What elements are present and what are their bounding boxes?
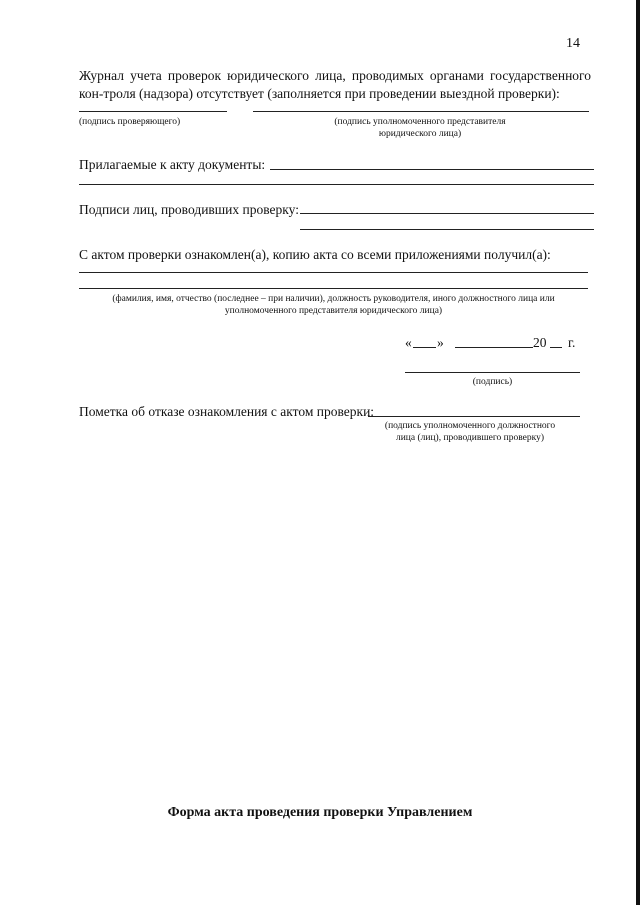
signatures-line-2[interactable] [300,229,594,230]
journal-text: Журнал учета проверок юридического лица, проводимых органами государственного кон-троля (надзора) отсутствует (заполняется при проведении выездной проверки): [79,68,591,101]
refusal-label: Пометка об отказе ознакомления с актом проверки: [79,404,375,419]
acquainted-text: С актом проверки ознакомлен(а), копию акта со всеми приложениями получил(а): [79,247,551,262]
date-year-suffix: г. [568,335,576,350]
date-year-line[interactable] [550,347,562,348]
attached-docs-line-1[interactable] [270,169,594,170]
refusal-caption-line-2: лица (лиц), проводившего проверку) [395,433,545,443]
page-number: 14 [566,36,580,51]
refusal-signature-line[interactable] [368,416,580,417]
page-edge-border [636,0,640,905]
date-close-quote: » [437,335,444,350]
refusal-caption [360,420,580,444]
date-open-quote: « [405,335,412,350]
attached-docs-label: Прилагаемые к акту документы: [79,157,266,172]
acquainted-caption [79,293,588,317]
representative-signature-line[interactable] [253,111,589,112]
date-signature-line[interactable] [405,372,580,373]
acquainted-line-2[interactable] [79,288,588,289]
signatures-label: Подписи лиц, проводивших проверку: [79,202,299,217]
date-signature-caption: (подпись) [472,377,513,387]
date-day-line[interactable] [413,347,436,348]
signatures-line-1[interactable] [300,213,594,214]
representative-caption-line-2: юридического лица) [378,129,462,139]
representative-caption-line-1: (подпись уполномоченного представителя [334,117,506,127]
date-month-line[interactable] [455,347,533,348]
acquainted-line-1[interactable] [79,272,588,273]
representative-signature-caption [300,116,540,140]
inspector-signature-line[interactable] [79,111,227,112]
acquainted-caption-line-2: уполномоченного представителя юридического лица) [224,306,443,316]
attached-docs-line-2[interactable] [79,184,594,185]
date-year-prefix: 20 [533,335,547,350]
acquainted-caption-line-1: (фамилия, имя, отчество (последнее – при наличии), должность руководителя, иного должностного лица или [112,294,555,304]
inspector-signature-caption: (подпись проверяющего) [79,117,181,127]
form-title: Форма акта проведения проверки Управлением [167,805,473,820]
refusal-caption-line-1: (подпись уполномоченного должностного [384,421,556,431]
